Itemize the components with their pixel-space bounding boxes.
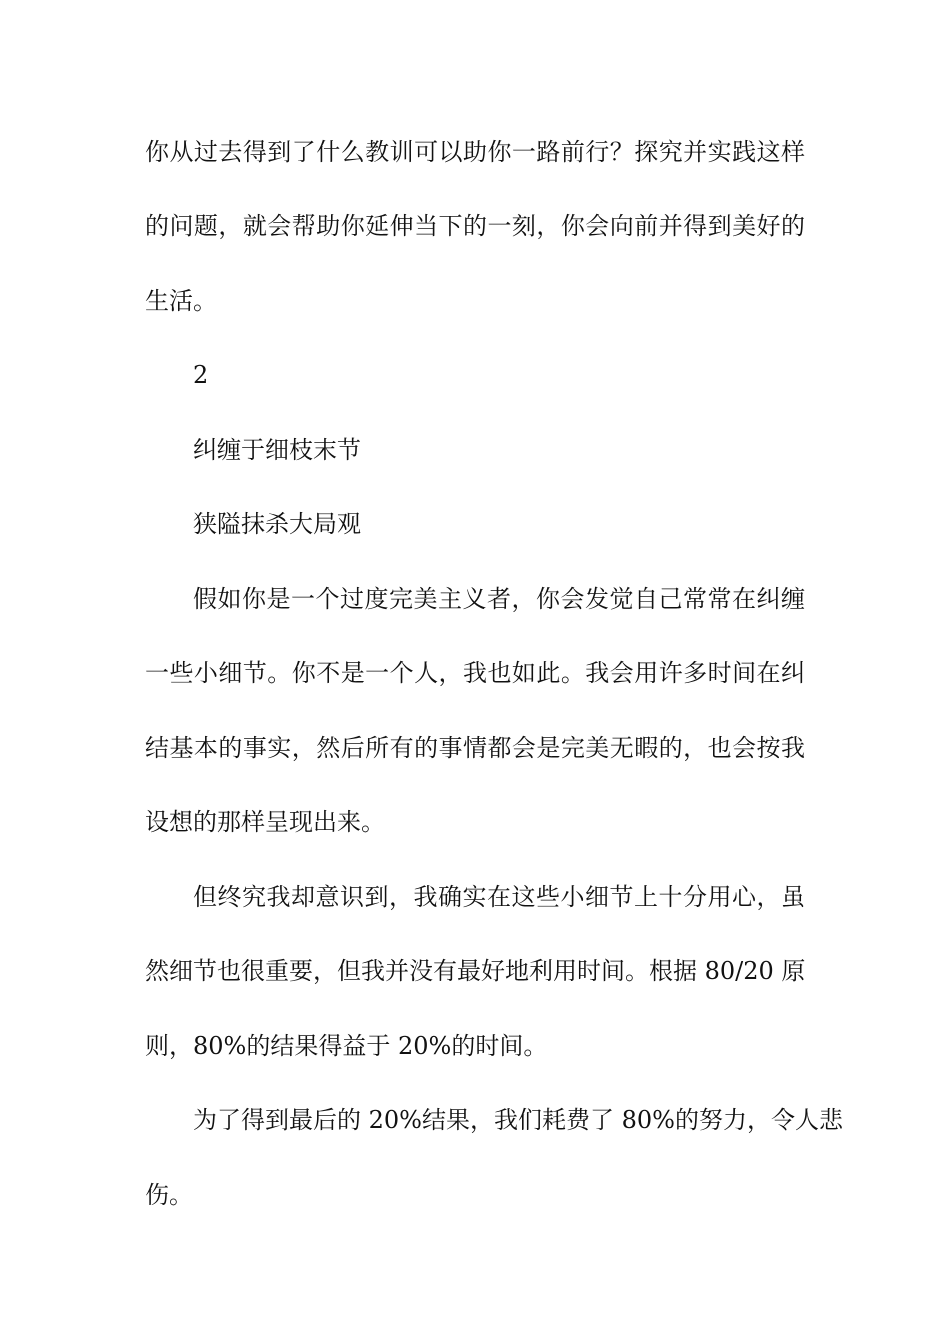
section-number: 2: [193, 361, 209, 389]
paragraph-line-11: 为了得到最后的 20%结果，我们耗费了 80%的努力，令人悲: [193, 1106, 843, 1134]
paragraph-line-3: 生活。: [145, 287, 217, 315]
paragraph-line-6: 结基本的事实，然后所有的事情都会是完美无暇的，也会按我: [145, 734, 805, 762]
paragraph-line-7: 设想的那样呈现出来。: [145, 808, 385, 836]
paragraph-line-4: 假如你是一个过度完美主义者，你会发觉自己常常在纠缠: [193, 585, 805, 613]
paragraph-line-8: 但终究我却意识到，我确实在这些小细节上十分用心，虽: [193, 883, 805, 911]
paragraph-line-2: 的问题，就会帮助你延伸当下的一刻，你会向前并得到美好的: [145, 212, 805, 240]
paragraph-line-9: 然细节也很重要，但我并没有最好地利用时间。根据 80/20 原: [145, 957, 806, 985]
paragraph-line-12: 伤。: [145, 1181, 193, 1209]
section-heading-line-1: 纠缠于细枝末节: [193, 436, 361, 464]
paragraph-line-10: 则，80%的结果得益于 20%的时间。: [145, 1032, 548, 1060]
section-heading-line-2: 狭隘抹杀大局观: [193, 510, 361, 538]
paragraph-line-1: 你从过去得到了什么教训可以助你一路前行？探究并实践这样: [145, 138, 805, 166]
paragraph-line-5: 一些小细节。你不是一个人，我也如此。我会用许多时间在纠: [145, 659, 805, 687]
